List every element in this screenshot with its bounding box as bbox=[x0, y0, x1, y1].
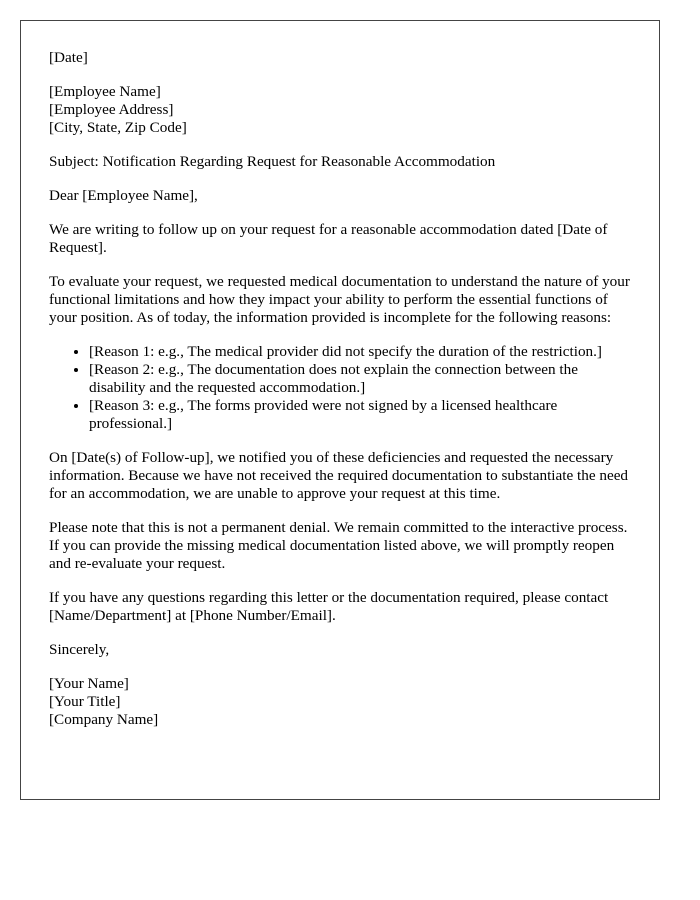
letter-paragraph-2: To evaluate your request, we requested medical documentation to understand the nature of your functional limitations and how they impact your ability to perform the essential functions of your position. As of today, the information provided is incomplete for the following reasons: bbox=[49, 273, 630, 326]
letter-paragraph-5: If you have any questions regarding this letter or the documentation required, please contact [Name/Department] at [Phone Number/Email]. bbox=[49, 589, 609, 624]
letter-salutation: Dear [Employee Name], bbox=[49, 187, 198, 204]
recipient-name: [Employee Name] bbox=[49, 83, 161, 100]
reason-item-2: • [Reason 2: e.g., The documentation does not explain the connection between the disability and the requested accommodation.] bbox=[89, 361, 631, 397]
letter-paragraph-3: On [Date(s) of Follow-up], we notified you of these deficiencies and requested the necessary information. Because we have not received the required documentation to substantiate the need for an accommodation, we are unable to approve your request at this time. bbox=[49, 449, 629, 502]
letter-date: [Date] bbox=[49, 49, 88, 66]
reason-item-1: • [Reason 1: e.g., The medical provider did not specify the duration of the restriction.] bbox=[89, 343, 631, 361]
recipient-block bbox=[49, 83, 631, 137]
signature-name: [Your Name] bbox=[49, 675, 129, 692]
signature-company: [Company Name] bbox=[49, 711, 159, 728]
reasons-list bbox=[49, 343, 631, 433]
recipient-city-state-zip: [City, State, Zip Code] bbox=[49, 119, 187, 136]
signature-block bbox=[49, 675, 631, 729]
signature-title: [Your Title] bbox=[49, 693, 121, 710]
recipient-address: [Employee Address] bbox=[49, 101, 174, 118]
letter-page bbox=[20, 20, 660, 800]
reason-item-3: • [Reason 3: e.g., The forms provided were not signed by a licensed healthcare professional.] bbox=[89, 397, 631, 433]
letter-closing: Sincerely, bbox=[49, 641, 110, 658]
letter-subject: Subject: Notification Regarding Request for Reasonable Accommodation bbox=[49, 153, 496, 170]
letter-paragraph-4: Please note that this is not a permanent denial. We remain committed to the interactive process. If you can provide the missing medical documentation listed above, we will promptly reopen and re-evaluate your request. bbox=[49, 519, 628, 572]
letter-paragraph-1: We are writing to follow up on your request for a reasonable accommodation dated [Date of Request]. bbox=[49, 221, 608, 256]
